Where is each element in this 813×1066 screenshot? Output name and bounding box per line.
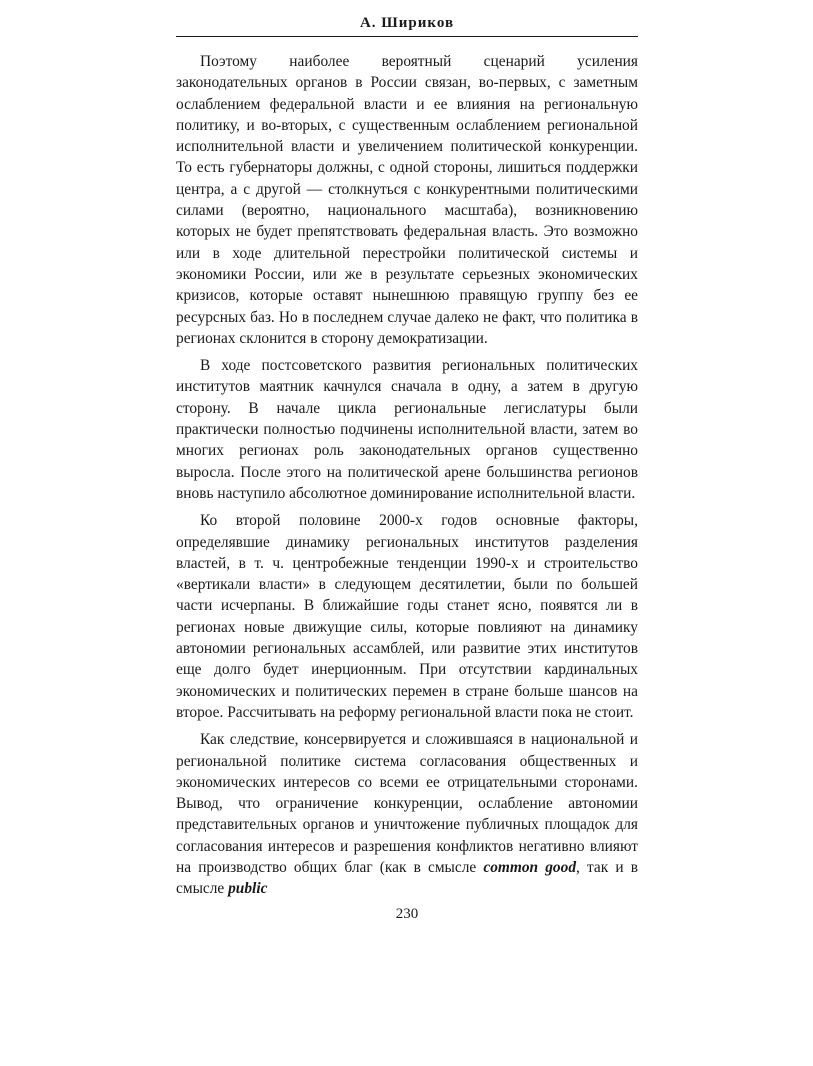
term-public: public [228,880,268,898]
page-number: 230 [395,905,419,922]
paragraph-2: В ходе постсоветского развития региональных политических институтов маятник качнулся сначала в одну, а затем в другую сторону. В начале цикла региональные легислатуры были практически полностью подчинены исполнительной власти, затем во многих регионах роль законодательных органов существенно выросла. После этого на политической арене большинства регионов вновь наступило абсолютное доминирование исполнительной власти. [176,357,638,502]
running-head: А. Шириков [359,15,455,31]
paragraph-4-text: Как следствие, консервируется и сложившаяся в национальной и региональной политике система согласования общественных и экономических интересов со всеми ее отрицательными сторонами. Вывод, что ограничение конкуренции, ослабление автономии представительных органов и уничтожение публичных площадок для согласования интересов и разрешения конфликтов негативно влияют на производство общих благ (как в смысле [176,731,638,876]
header-rule [176,36,638,37]
paragraph-4 [176,729,638,899]
paragraph-1: Поэтому наиболее вероятный сценарий усиления законодательных органов в России связан, во-первых, с заметным ослаблением федеральной власти и ее влияния на региональную политику, и во-вторых, с существенным ослаблением региональной исполнительной власти и увеличением политической конкуренции. То есть губернаторы должны, с одной стороны, лишиться поддержки центра, а с другой — столкнуться с конкурентными политическими силами (вероятно, национального масштаба), возникновению которых не будет препятствовать федеральная власть. Это возможно или в ходе длительной перестройки политической системы и экономики России, или же в результате серьезных экономических кризисов, которые оставят нынешнюю правящую группу без ее ресурсных баз. Но в последнем случае далеко не факт, что политика в регионах склонится в сторону демократизации. [176,53,638,347]
book-page [176,12,638,923]
paragraph-3: Ко второй половине 2000-х годов основные факторы, определявшие динамику региональных институтов разделения властей, в т. ч. центробежные тенденции 1990-х и строительство «вертикали власти» в следующем десятилетии, были по большей части исчерпаны. В ближайшие годы станет ясно, появятся ли в регионах новые движущие силы, которые повлияют на динамику автономии региональных ассамблей, или развитие этих институтов еще долго будет инерционным. При отсутствии кардинальных экономических и политических перемен в стране больше шансов на второе. Рассчитывать на реформу региональной власти пока не стоит. [176,512,638,721]
paragraph-4-text-middle: , так и в смысле [176,858,638,898]
term-common-good: common good [483,858,577,876]
